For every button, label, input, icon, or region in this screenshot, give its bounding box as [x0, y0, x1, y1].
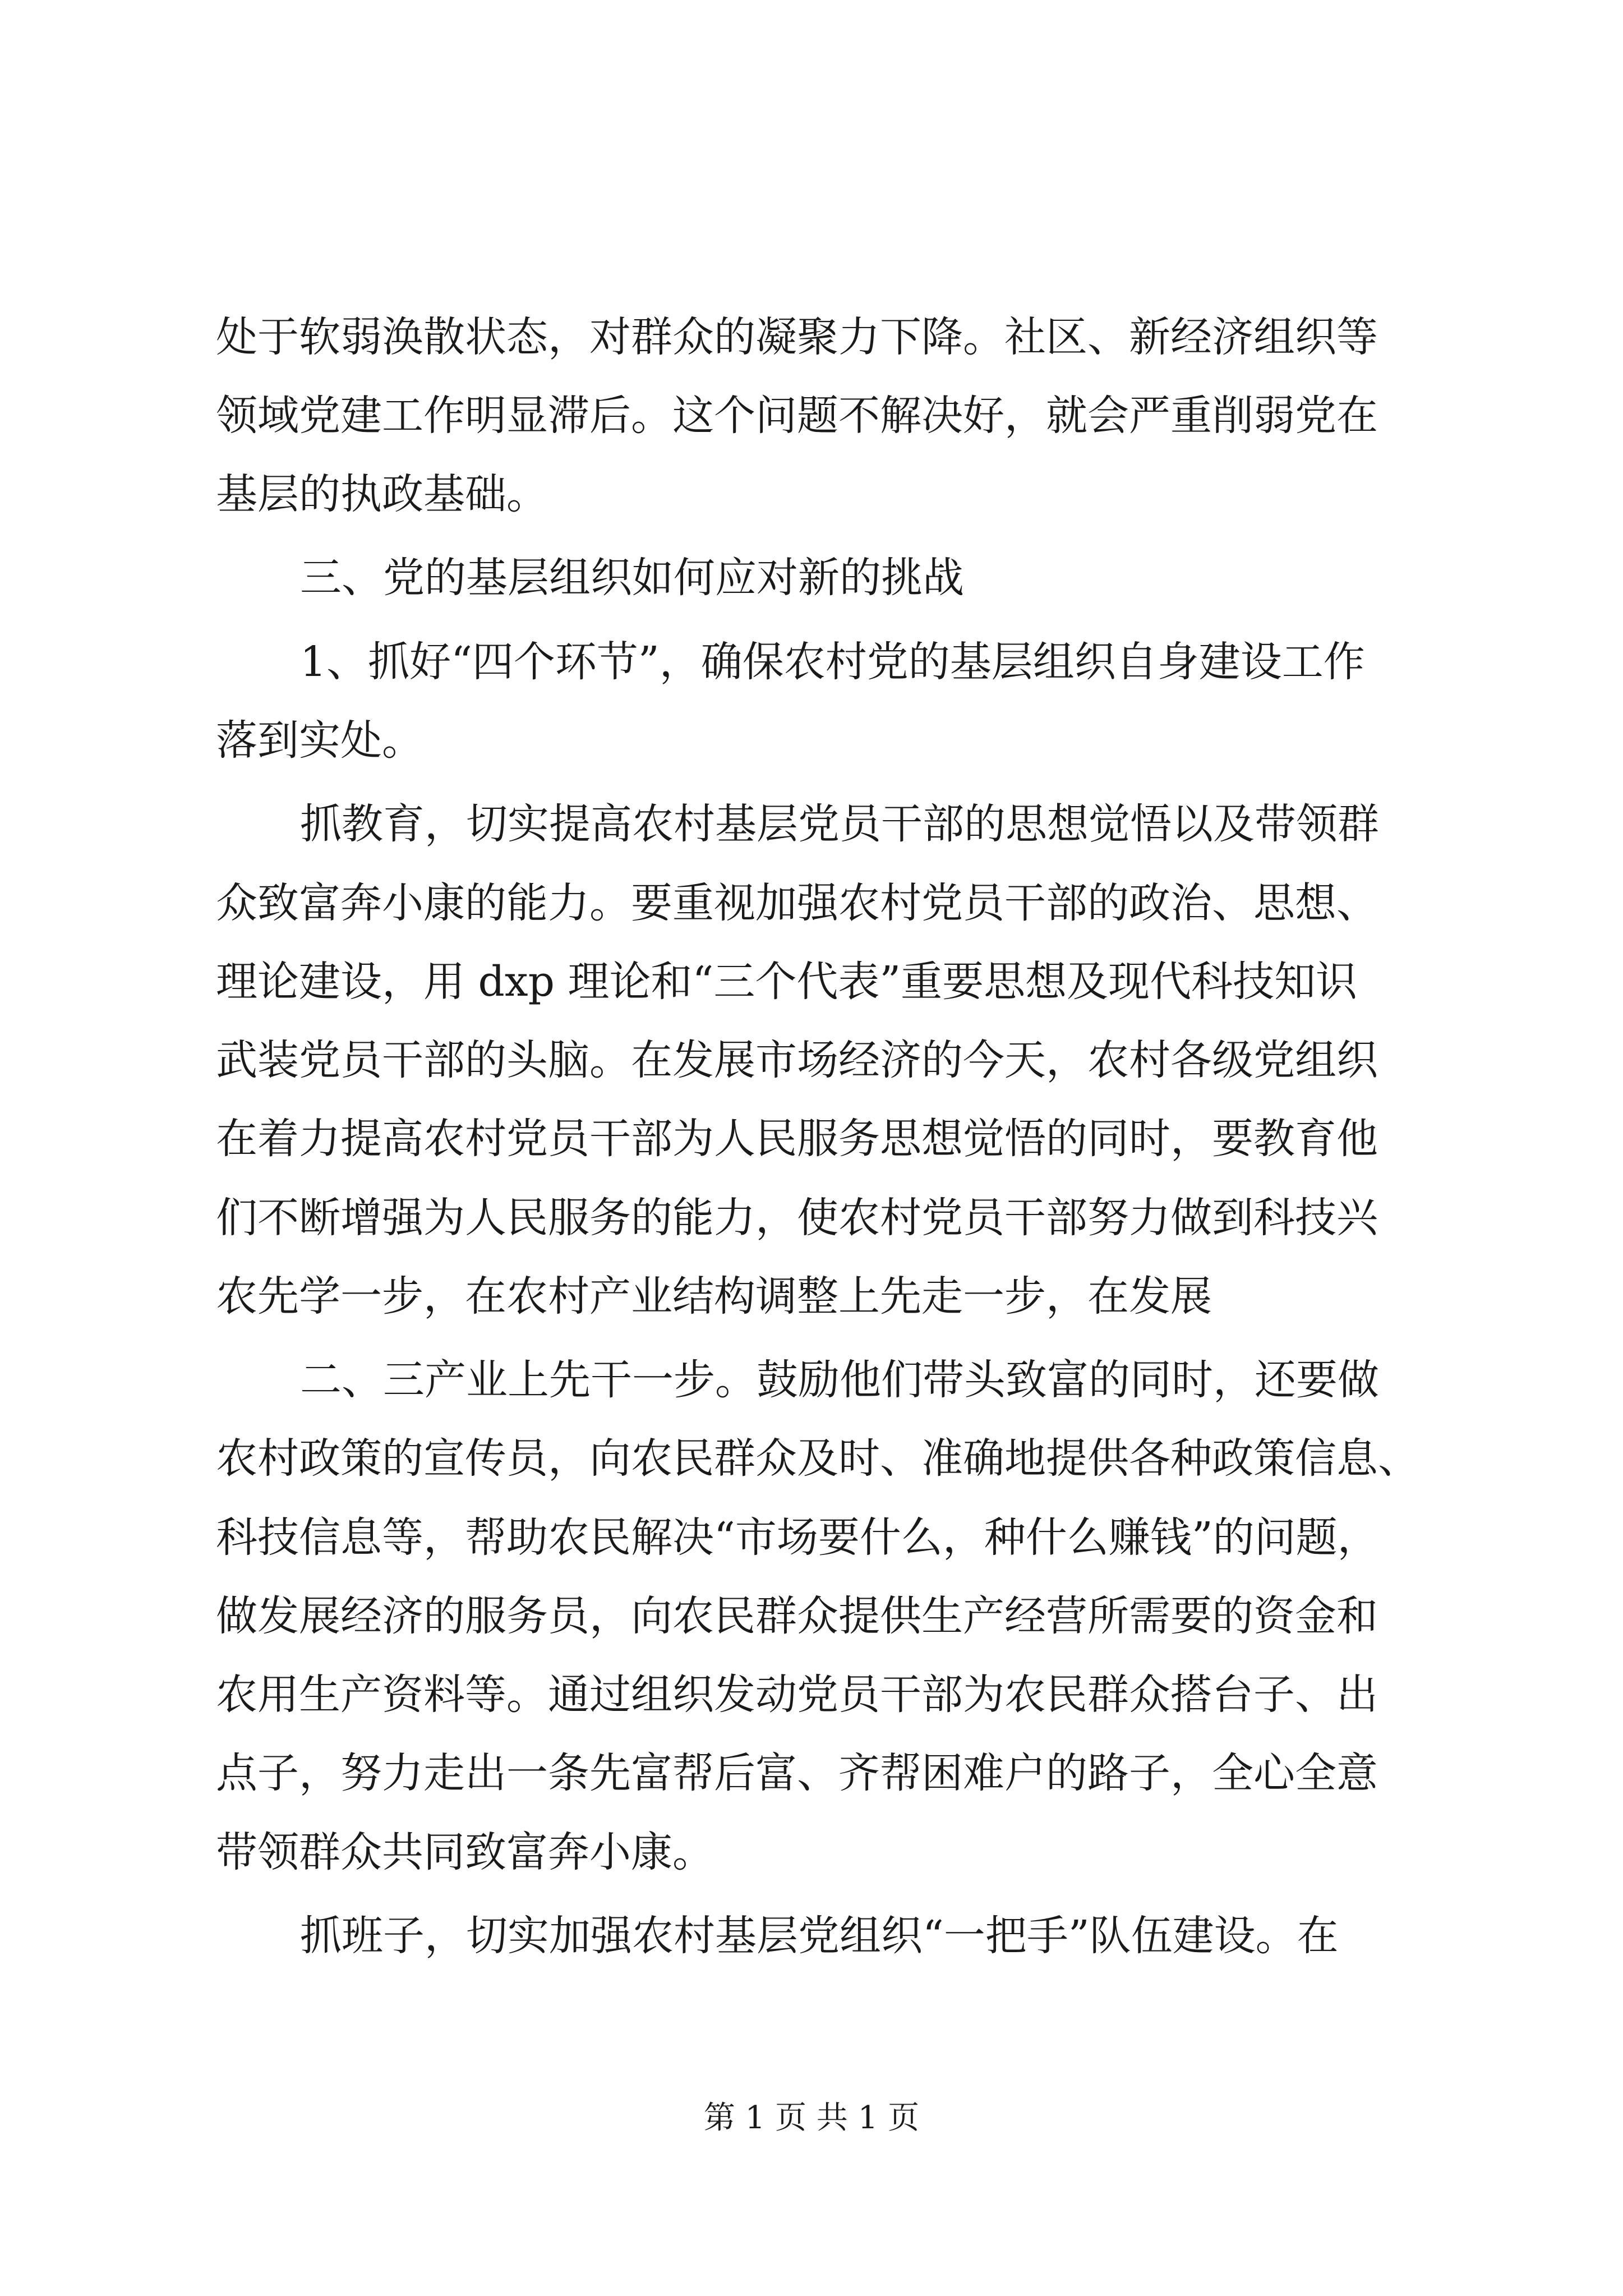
text-line: 落到实处。: [216, 716, 423, 765]
section-heading: 三、党的基层组织如何应对新的挑战: [300, 554, 964, 602]
text-line: 领域党建工作明显滞后。这个问题不解决好，就会严重削弱党在: [216, 392, 1378, 440]
text-line: 们不断增强为人民服务的能力，使农村党员干部努力做到科技兴: [216, 1194, 1378, 1242]
paragraph-start: 二、三产业上先干一步。鼓励他们带头致富的同时，还要做: [300, 1356, 1379, 1404]
paragraph-start: 抓教育，切实提高农村基层党员干部的思想觉悟以及带领群: [300, 800, 1379, 848]
text-line: 处于软弱涣散状态，对群众的凝聚力下降。社区、新经济组织等: [216, 313, 1378, 361]
paragraph-start: 抓班子，切实加强农村基层党组织“一把手”队伍建设。在: [300, 1912, 1339, 1960]
page-number-footer: 第 1 页 共 1 页: [703, 2100, 920, 2136]
text-line: 基层的执政基础。: [216, 470, 548, 518]
text-line: 农先学一步，在农村产业结构调整上先走一步，在发展: [216, 1272, 1212, 1320]
text-line: 农村政策的宣传员，向农民群众及时、准确地提供各种政策信息、: [216, 1434, 1419, 1483]
text-line: 武装党员干部的头脑。在发展市场经济的今天，农村各级党组织: [216, 1036, 1378, 1084]
text-line: 农用生产资料等。通过组织发动党员干部为农民群众搭台子、出: [216, 1671, 1378, 1719]
text-line: 众致富奔小康的能力。要重视加强农村党员干部的政治、思想、: [216, 879, 1378, 927]
text-line: 做发展经济的服务员，向农民群众提供生产经营所需要的资金和: [216, 1592, 1378, 1640]
text-line: 理论建设，用 dxp 理论和“三个代表”重要思想及现代科技知识: [216, 958, 1358, 1006]
text-line: 点子，努力走出一条先富帮后富、齐帮困难户的路子，全心全意: [216, 1749, 1378, 1797]
text-line: 科技信息等，帮助农民解决“市场要什么，种什么赚钱”的问题，: [216, 1513, 1379, 1562]
subsection-heading: 1、抓好“四个环节”，确保农村党的基层组织自身建设工作: [300, 638, 1365, 686]
text-line: 在着力提高农村党员干部为人民服务思想觉悟的同时，要教育他: [216, 1115, 1378, 1163]
text-line: 带领群众共同致富奔小康。: [216, 1828, 714, 1876]
